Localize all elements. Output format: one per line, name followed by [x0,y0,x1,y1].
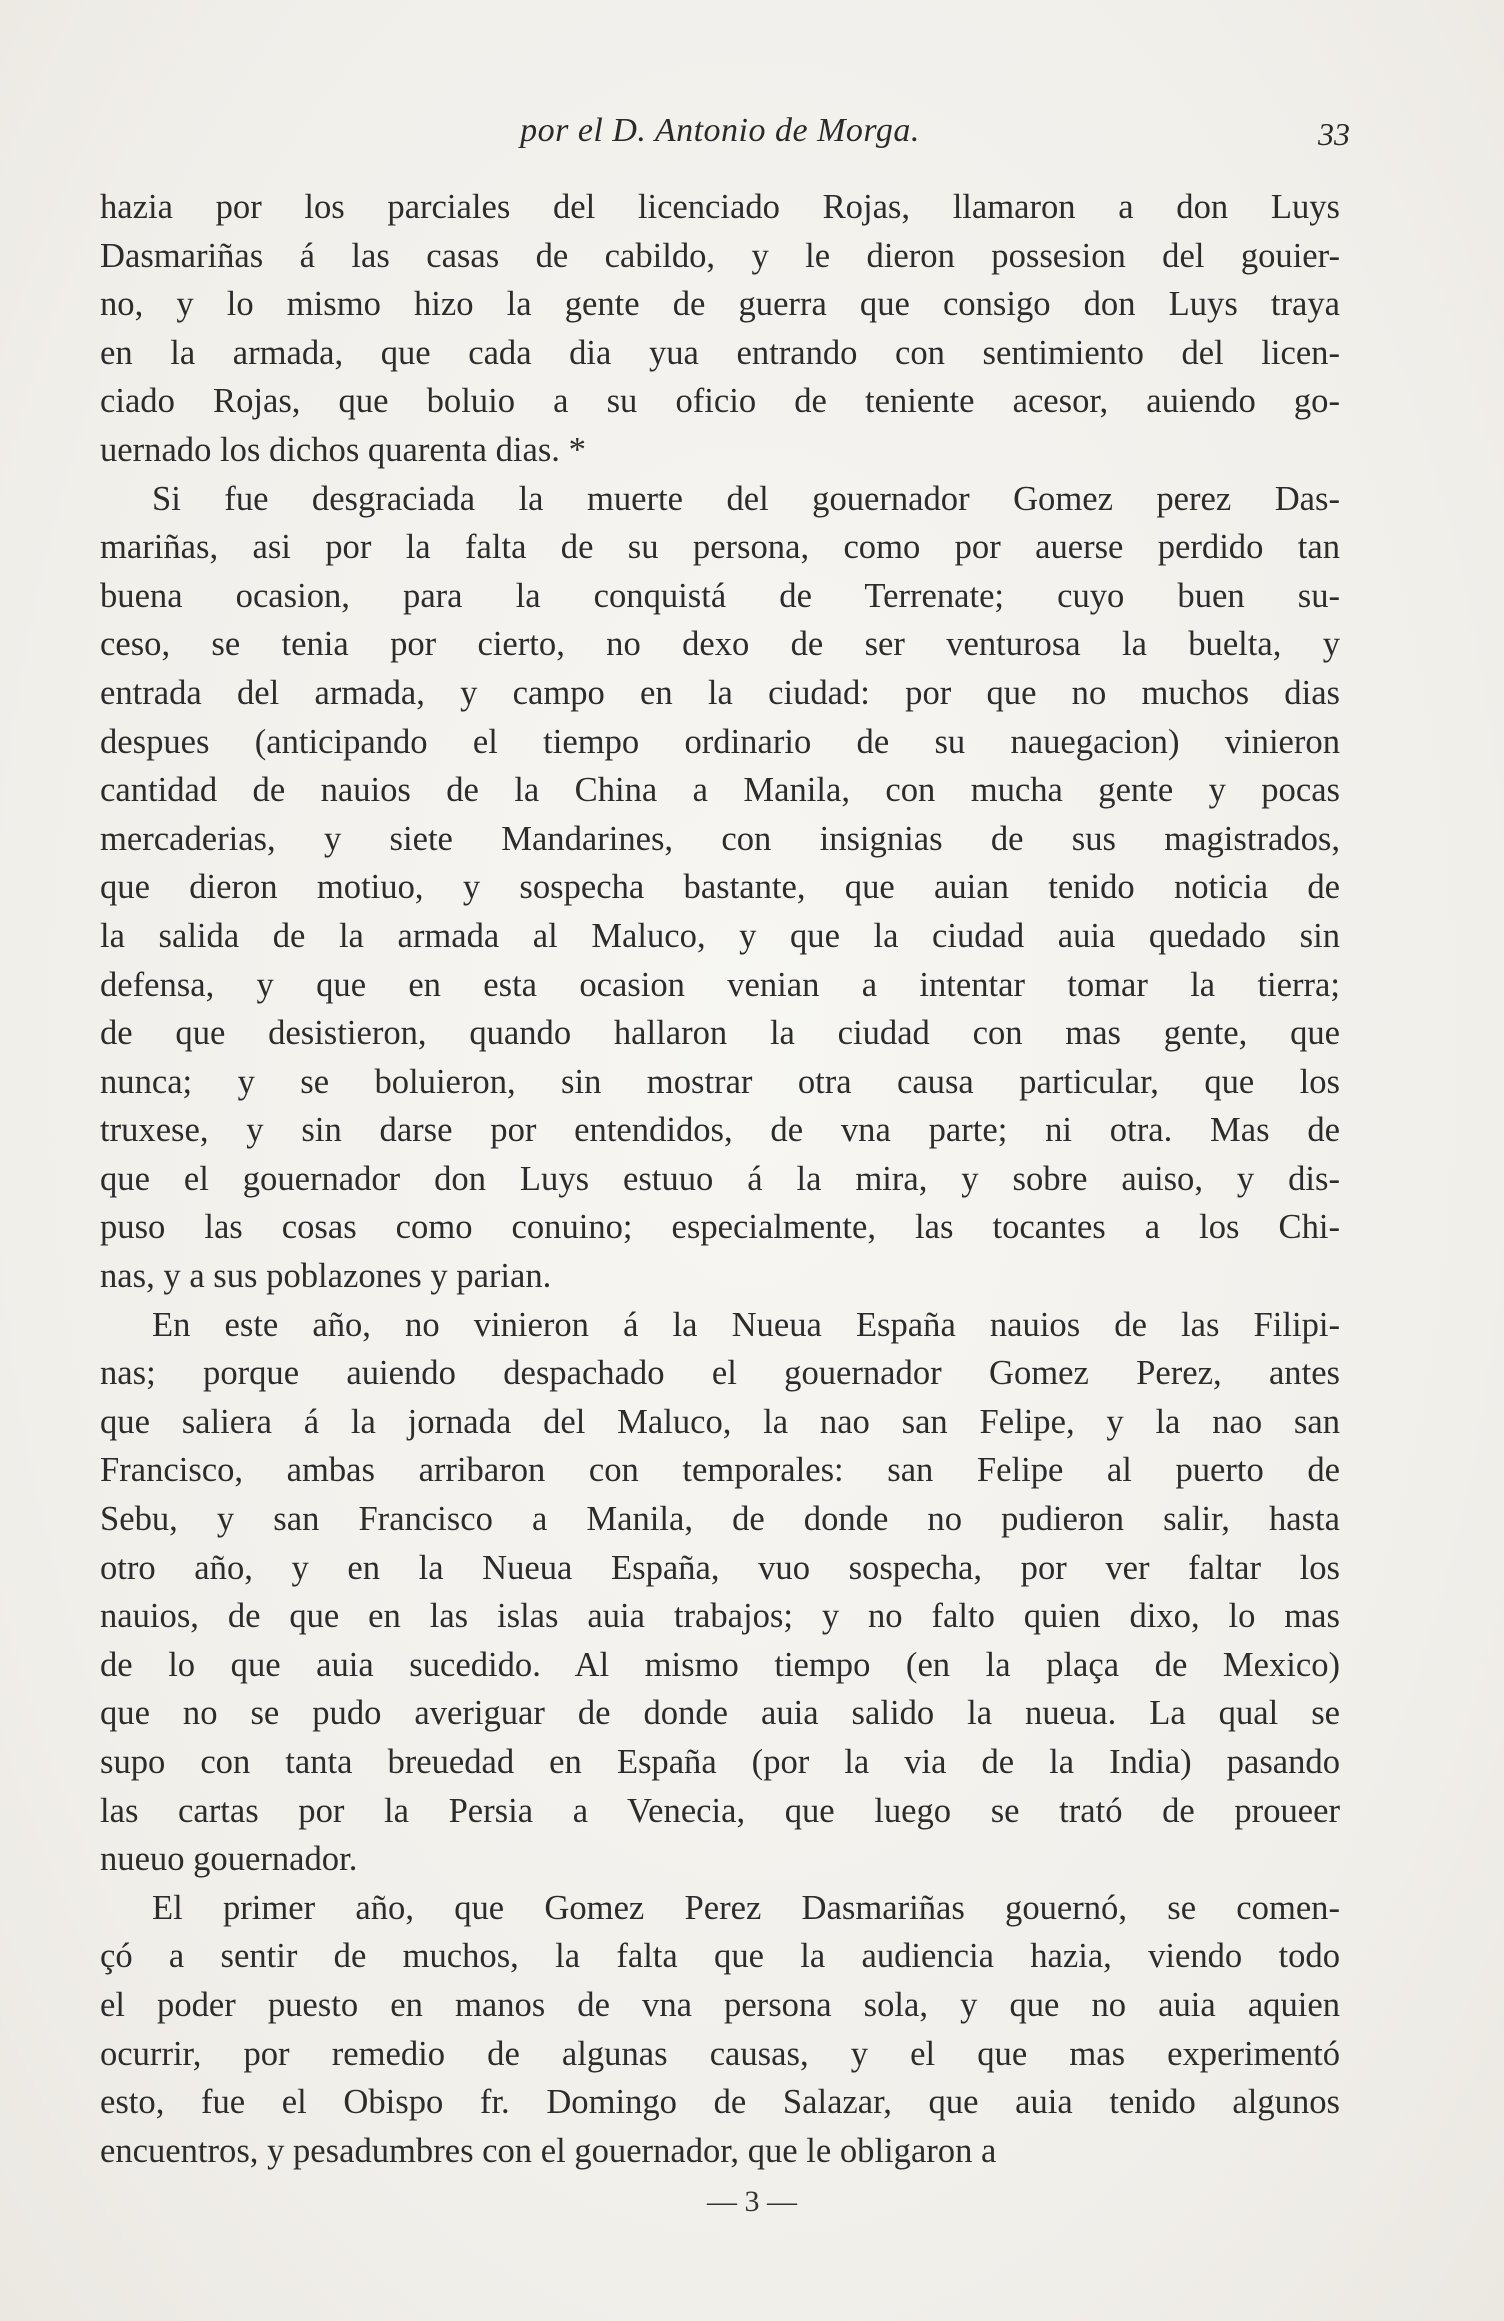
text-line: nauios, de que en las islas auia trabajos; y no falto quien dixo, lo mas [100,1597,1340,1636]
text-line: puso las cosas como conuino; especialmente, las tocantes a los Chi- [100,1208,1340,1247]
text-line: otro año, y en la Nueua España, vuo sospecha, por ver faltar los [100,1548,1340,1587]
text-line: ocurrir, por remedio de algunas causas, y el que mas experimentó [100,2034,1340,2073]
text-line: de lo que auia sucedido. Al mismo tiempo (en la plaça de Mexico) [100,1645,1340,1684]
text-line: que dieron motiuo, y sospecha bastante, que auian tenido noticia de [100,868,1340,907]
text-line: truxese, y sin darse por entendidos, de vna parte; ni otra. Mas de [100,1111,1340,1150]
text-line: que saliera á la jornada del Maluco, la nao san Felipe, y la nao san [100,1402,1340,1441]
text-line: El primer año, que Gomez Perez Dasmariñas gouernó, se comen- [152,1888,1340,1927]
text-line: no, y lo mismo hizo la gente de guerra que consigo don Luys traya [100,285,1340,324]
text-line: En este año, no vinieron á la Nueua España nauios de las Filipi- [152,1305,1340,1344]
text-line: entrada del armada, y campo en la ciudad: por que no muchos dias [100,673,1340,712]
text-line: despues (anticipando el tiempo ordinario de su nauegacion) vinieron [100,722,1340,761]
running-head [100,112,1350,162]
text-line: nas; porque auiendo despachado el gouernador Gomez Perez, antes [100,1354,1340,1393]
text-line: defensa, y que en esta ocasion venian a intentar tomar la tierra; [100,965,1340,1004]
text-line: supo con tanta breuedad en España (por la via de la India) pasando [100,1743,1340,1781]
text-line: Sebu, y san Francisco a Manila, de donde no pudieron salir, hasta [100,1500,1340,1539]
text-line: nunca; y se boluieron, sin mostrar otra causa particular, que los [100,1062,1340,1101]
text-line: buena ocasion, para la conquistá de Terrenate; cuyo buen su- [100,576,1340,615]
text-line: hazia por los parciales del licenciado Rojas, llamaron a don Luys [100,188,1340,226]
body-text [100,183,1340,2175]
text-line: la salida de la armada al Maluco, y que la ciudad auia quedado sin [100,916,1340,955]
text-line: mariñas, asi por la falta de su persona, como por auerse perdido tan [100,528,1340,567]
signature-mark: — 3 — [707,2185,797,2218]
text-line: ceso, se tenia por cierto, no dexo de ser venturosa la buelta, y [100,625,1340,664]
page-number: 33 [1318,116,1350,152]
text-line: mercaderias, y siete Mandarines, con insignias de sus magistrados, [100,819,1340,858]
text-line: çó a sentir de muchos, la falta que la audiencia hazia, viendo todo [100,1937,1340,1976]
text-line: nas, y a sus poblazones y parian. [100,1257,552,1296]
text-line: esto, fue el Obispo fr. Domingo de Salazar, que auia tenido algunos [100,2083,1340,2122]
paragraph [100,183,1340,475]
text-line: el poder puesto en manos de vna persona sola, y que no auia aquien [100,1985,1340,2024]
running-title: por el D. Antonio de Morga. [520,112,920,149]
text-line: encuentros, y pesadumbres con el gouernador, que le obligaron a [100,2131,997,2170]
paragraph [100,475,1340,1301]
paragraph [100,1301,1340,1884]
text-line: uernado los dichos quarenta dias. * [100,430,586,469]
text-line: en la armada, que cada dia yua entrando con sentimiento del licen- [100,333,1340,372]
text-line: nueuo gouernador. [100,1840,358,1879]
text-line: de que desistieron, quando hallaron la ciudad con mas gente, que [100,1014,1340,1053]
text-line: que el gouernador don Luys estuuo á la mira, y sobre auiso, y dis- [100,1159,1340,1198]
text-line: Francisco, ambas arribaron con temporales: san Felipe al puerto de [100,1451,1340,1490]
text-line: Si fue desgraciada la muerte del gouernador Gomez perez Das- [152,479,1340,518]
paragraph [100,1884,1340,2176]
text-line: cantidad de nauios de la China a Manila, con mucha gente y pocas [100,771,1340,810]
text-line: que no se pudo averiguar de donde auia salido la nueua. La qual se [100,1694,1340,1733]
text-line: Dasmariñas á las casas de cabildo, y le dieron possesion del gouier- [100,236,1340,275]
text-line: ciado Rojas, que boluio a su oficio de teniente acesor, auiendo go- [100,382,1340,421]
text-line: las cartas por la Persia a Venecia, que luego se trató de proueer [100,1791,1340,1830]
